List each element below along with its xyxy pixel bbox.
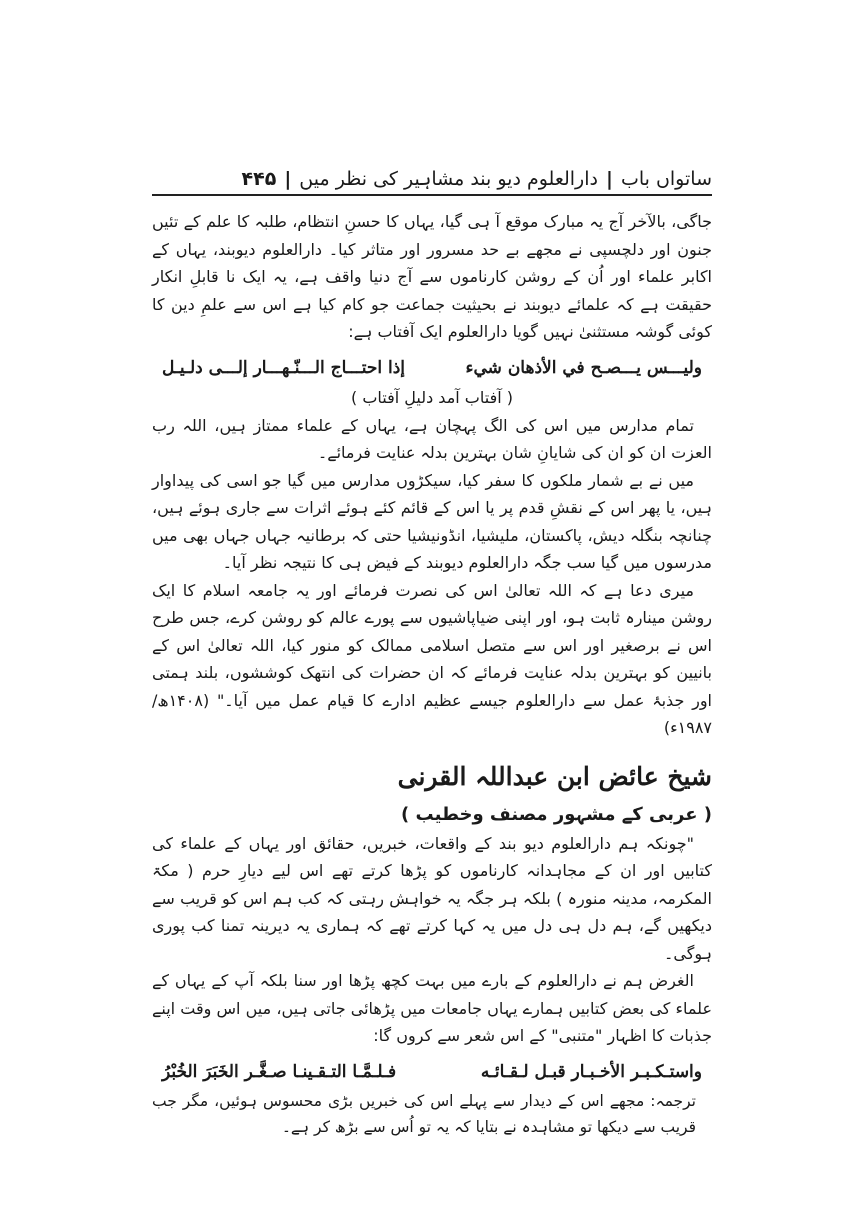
arabic-verse-2 — [152, 1050, 712, 1088]
paragraph-5: "چونکہ ہم دارالعلوم دیو بند کے واقعات، خبریں، حقائق اور یہاں کے علماء کی کتابیں اور ان کے مجاہدانہ کارناموں کو پڑھا کرتے تھے اس لیے دیارِ حرم ( مکۃ المکرمہ، مدینہ منورہ ) بلکہ ہر جگہ یہ خواہش رہتی کہ کب ہم اس کو قریب سے دیکھیں گے، ہم دل ہی دل میں یہ کہا کرتے تھے کہ ہماری یہ دیرینہ تمنا کب پوری ہوگی۔ — [152, 833, 712, 963]
page-number: ۴۴۵ — [241, 168, 277, 190]
paragraph-4: میری دعا ہے کہ اللہ تعالیٰ اس کی نصرت فرمائے اور یہ جامعہ اسلام کا ایک روشن مینارہ ثابت ہو، اور اپنی ضیاپاشیوں سے پورے عالم کو روشن کرے، جس طرح اس نے برصغیر اور اس سے متصل اسلامی ممالک کو منور کیا، اللہ تعالیٰ اس کے بانیین کو بہترین بدلہ عنایت فرمائے کہ ان حضرات کی انتھک کوششوں، بلند ہمتی اور جذبۂ عمل سے دارالعلوم جیسے عظیم ادارے کا قیام عمل میں آیا۔" (۱۴۰۸ھ/ ۱۹۸۷ء) — [152, 580, 712, 737]
arabic-verse-1 — [152, 346, 712, 384]
paragraph-2: تمام مدارس میں اس کی الگ پہچان ہے، یہاں کے علماء ممتاز ہیں، اللہ رب العزت ان کو ان کی شایانِ شان بہترین بدلہ عنایت فرمائے۔ — [152, 415, 712, 462]
header-separator-2: | — [284, 168, 292, 190]
paragraph-1: جاگی، بالآخر آج یہ مبارک موقع آ ہی گیا، یہاں کا حسنِ انتظام، طلبہ کا علم کے تئیں جنون اور دلچسپی نے مجھے بے حد مسرور اور متاثر کیا۔ دارالعلوم دیوبند، یہاں کے اکابر علماء اور اُن کے روشن کارناموں سے آج دنیا واقف ہے، یہ ایک نا قابلِ انکار حقیقت ہے کہ علمائے دیوبند نے بحیثیت جماعت جو کام کیا ہے اس سے علمِ دین کا کوئی گوشہ مستثنیٰ نہیں گویا دارالعلوم ایک آفتاب ہے: — [152, 212, 712, 341]
verse-2-second-hemistich: فـلـمَّـا التـقـينـا صـغَّـر الخَبَرَ الخُبْرُ — [162, 1061, 397, 1082]
verse-1-first-hemistich: وليـــس يـــصـح في الأذهان شيء — [465, 357, 702, 378]
header-title: دارالعلوم دیو بند مشاہیر کی نظر میں — [299, 168, 598, 190]
verse-translation: ترجمہ: مجھے اس کے دیدار سے پہلے اس کی خبریں بڑی محسوس ہوئیں، مگر جب قریب سے دیکھا تو مشاہدہ نے بتایا کہ یہ تو اُس سے بڑھ کر ہے۔ — [152, 1091, 696, 1136]
running-header — [152, 150, 712, 190]
verse-2-first-hemistich: واستـكـبـر الأخـبـار قبـل لـقـائـه — [480, 1061, 702, 1082]
page-body — [152, 208, 712, 1140]
section-subheading: ( عربی کے مشہور مصنف وخطیب ) — [401, 803, 712, 825]
paragraph-3: میں نے بے شمار ملکوں کا سفر کیا، سیکڑوں مدارس میں گیا جو اسی کی پیداوار ہیں، یا پھر اس کے نقشِ قدم پر یا اس کے قائم کئے ہوئے اثرات سے جاری ہوئے ہیں، چنانچہ بنگلہ دیش، پاکستان، ملیشیا، انڈونیشیا حتی کہ برطانیہ جہاں جہاں بھی میں مدرسوں میں گیا سب جگہ دارالعلوم دیوبند کے فیض ہی کا نتیجہ نظر آیا۔ — [152, 470, 712, 572]
paragraph-6: الغرض ہم نے دارالعلوم کے بارے میں بہت کچھ پڑھا اور سنا بلکہ آپ کے یہاں کے علماء کی بعض کتابیں ہمارے یہاں جامعات میں پڑھائی جاتی ہیں، میں اس وقت اپنے جذبات کا اظہار "متنبی" کے اس شعر سے کروں گا: — [152, 971, 712, 1045]
header-separator: | — [605, 168, 613, 190]
section-heading: شیخ عائض ابن عبداللہ القرنی — [397, 761, 712, 791]
chapter-label: ساتواں باب — [620, 168, 712, 190]
header-rule — [152, 194, 712, 196]
verse-1-second-hemistich: إذا احتـــاج الـــنّـهـــار إلـــى دلـيـل — [162, 357, 405, 378]
verse-1-note: ( آفتاب آمد دلیلِ آفتاب ) — [351, 387, 513, 407]
